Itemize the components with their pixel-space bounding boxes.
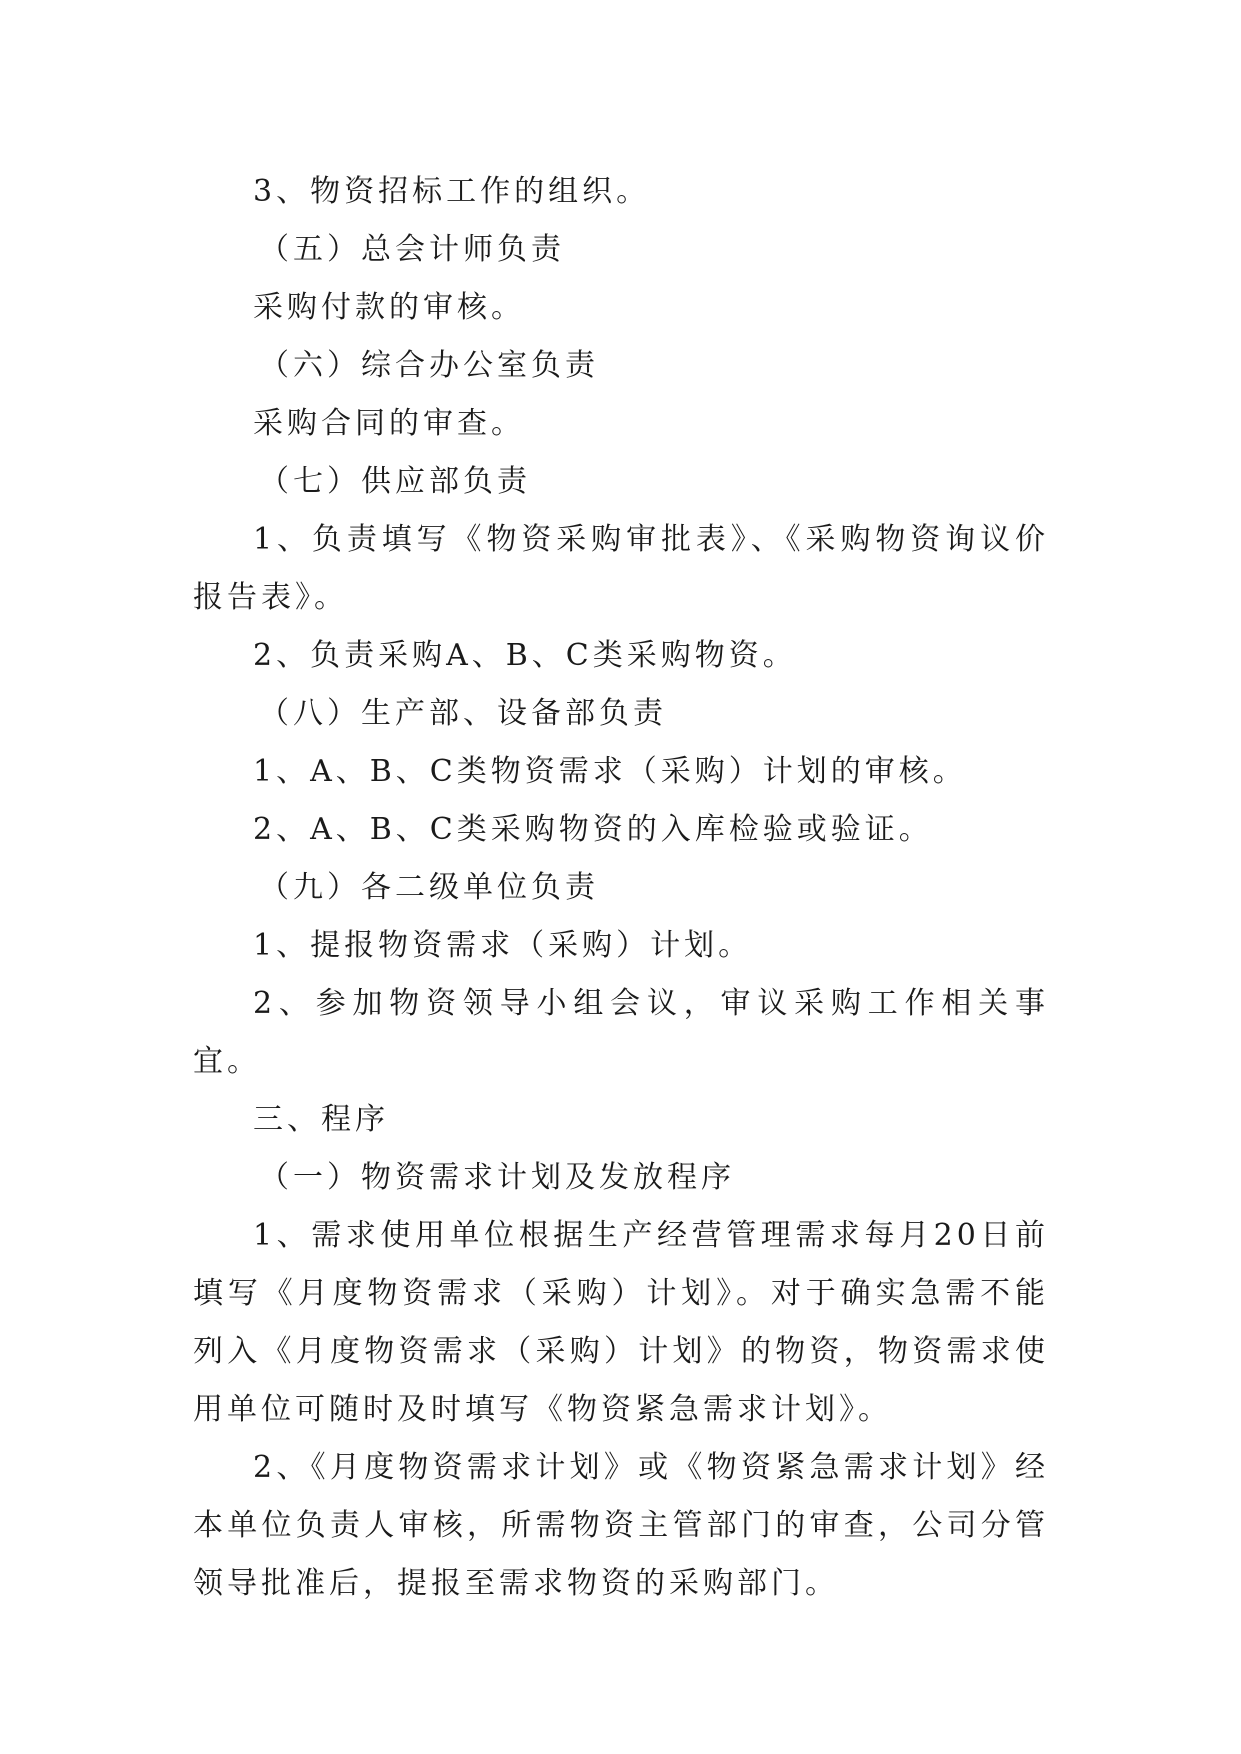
- document-body: [193, 163, 1049, 1613]
- section-heading: （七）供应部负责: [259, 464, 531, 499]
- paragraph: 2、《月度物资需求计划》或《物资紧急需求计划》经本单位负责人审核，所需物资主管部门的审查，公司分管领导批准后，提报至需求物资的采购部门。: [193, 1450, 1049, 1601]
- paragraph: 采购付款的审核。: [253, 290, 525, 325]
- paragraph: 1、需求使用单位根据生产经营管理需求每月20日前填写《月度物资需求（采购）计划》。对于确实急需不能列入《月度物资需求（采购）计划》的物资，物资需求使用单位可随时及时填写《物资紧急需求计划》。: [193, 1218, 1049, 1427]
- chapter-heading: 三、程序: [253, 1102, 389, 1137]
- section-heading: （六）综合办公室负责: [259, 348, 599, 383]
- section-heading: （八）生产部、设备部负责: [259, 696, 667, 731]
- paragraph: 1、提报物资需求（采购）计划。: [253, 928, 753, 963]
- paragraph: 2、负责采购A、B、C类采购物资。: [253, 638, 797, 673]
- paragraph: 2、A、B、C类采购物资的入库检验或验证。: [253, 812, 933, 847]
- section-heading: （九）各二级单位负责: [259, 870, 599, 905]
- paragraph: 3、物资招标工作的组织。: [253, 174, 651, 209]
- paragraph: 采购合同的审查。: [253, 406, 525, 441]
- paragraph: 1、负责填写《物资采购审批表》、《采购物资询议价报告表》。: [193, 522, 1049, 615]
- section-heading: （一）物资需求计划及发放程序: [259, 1160, 735, 1195]
- paragraph: 1、A、B、C类物资需求（采购）计划的审核。: [253, 754, 967, 789]
- paragraph: 2、参加物资领导小组会议，审议采购工作相关事宜。: [193, 986, 1049, 1079]
- section-heading: （五）总会计师负责: [259, 232, 565, 267]
